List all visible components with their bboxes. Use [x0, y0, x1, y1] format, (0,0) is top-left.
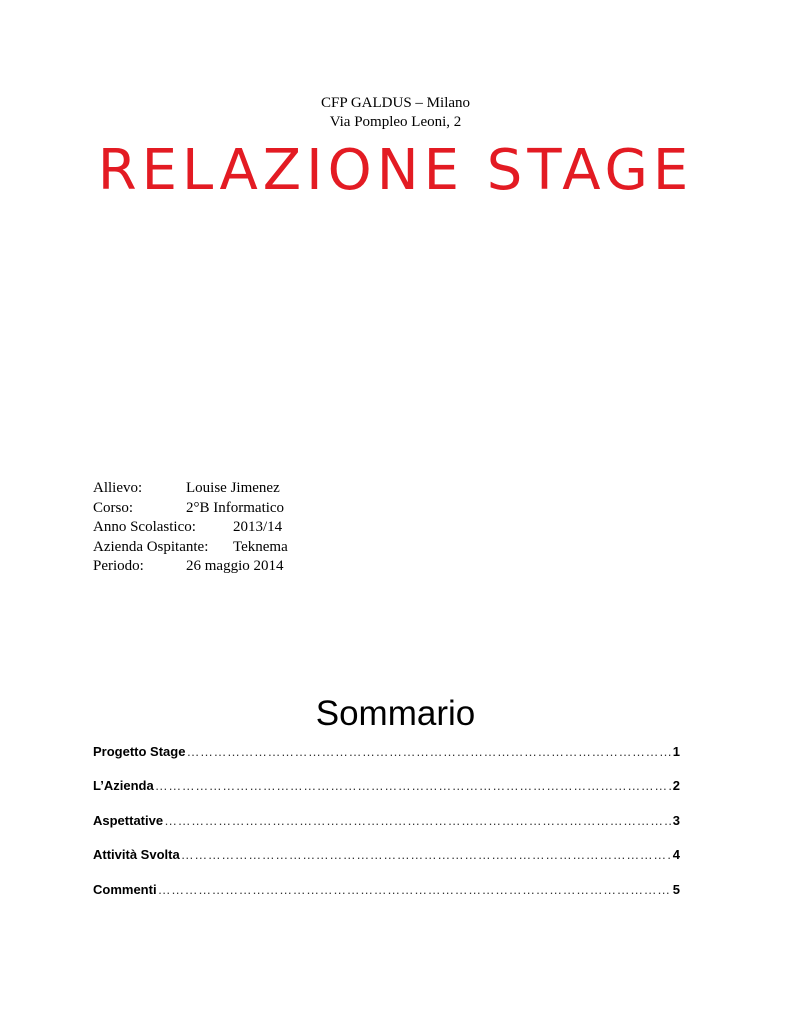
toc-entry-label: Commenti: [93, 881, 157, 897]
info-label: Allievo:: [93, 480, 143, 496]
toc-entry[interactable]: [93, 741, 680, 761]
school-address: Via Pompleo Leoni, 2: [329, 114, 462, 130]
toc-entry[interactable]: [93, 810, 680, 830]
info-label: Corso:: [93, 499, 134, 516]
document-title: RELAZIONE STAGE: [97, 138, 694, 203]
toc-entry[interactable]: [93, 879, 680, 899]
toc-entry-page: 1: [672, 743, 680, 759]
toc-leader-dots: [186, 744, 670, 759]
info-value: 26 maggio 2014: [186, 558, 284, 574]
info-value: Teknema: [233, 538, 288, 555]
toc-entry-page: 2: [672, 778, 680, 793]
toc-leader-dots: [181, 847, 671, 862]
info-value: Louise Jimenez: [186, 480, 280, 496]
info-label: Azienda Ospitante:: [93, 538, 209, 555]
toc-entry-page: 5: [672, 881, 680, 897]
toc-entry[interactable]: [93, 776, 680, 796]
info-value: 2°B Informatico: [186, 499, 285, 516]
info-value: 2013/14: [233, 519, 283, 535]
toc-entry-label: L’Azienda: [93, 778, 154, 793]
toc-entry-page: 4: [672, 847, 680, 862]
toc-entry-page: 3: [672, 812, 680, 828]
toc-entry-label: Attività Svolta: [93, 847, 180, 862]
toc-entry[interactable]: [93, 845, 680, 865]
toc-leader-dots: [158, 882, 671, 897]
toc-title: Sommario: [315, 694, 476, 733]
table-of-contents: [93, 741, 680, 914]
toc-leader-dots: [155, 778, 671, 793]
info-label: Periodo:: [93, 558, 144, 574]
toc-entry-label: Aspettative: [93, 812, 164, 828]
school-name: CFP GALDUS – Milano: [320, 95, 471, 111]
toc-leader-dots: [164, 813, 671, 828]
toc-entry-label: Progetto Stage: [93, 743, 186, 759]
info-label: Anno Scolastico:: [93, 519, 196, 535]
